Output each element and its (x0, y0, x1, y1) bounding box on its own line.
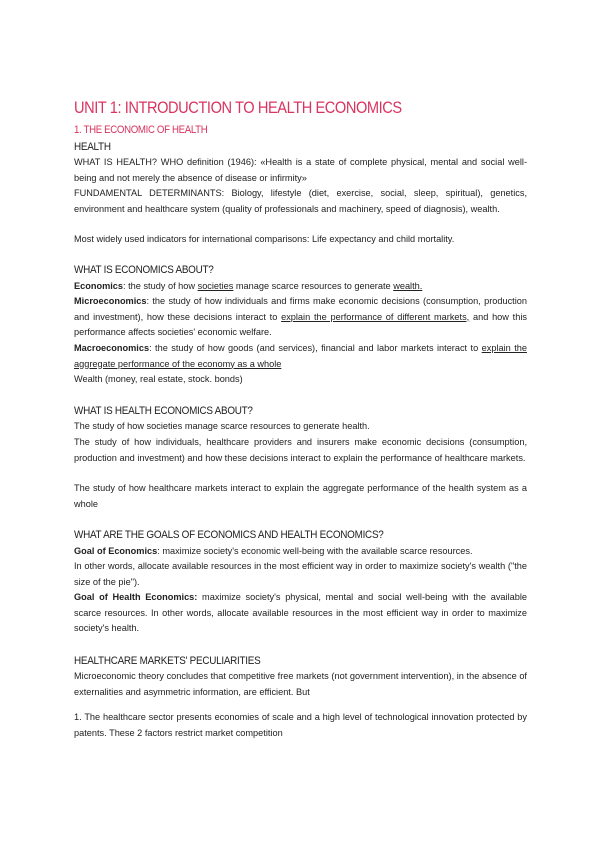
goal-economics-term: Goal of Economics (74, 546, 158, 556)
page-title: UNIT 1: INTRODUCTION TO HEALTH ECONOMICS (74, 98, 402, 117)
microeconomics-text-a: : the study of how individuals and firms make economic decisions (consumption, production and investment), how these decisions interact to (74, 296, 527, 322)
economics-definition (74, 279, 527, 295)
markets-p1: Microeconomic theory concludes that competitive free markets (not government intervention), in the absence of externalities and asymmetric information, are efficient. But (74, 671, 527, 697)
microeconomics-definition (74, 294, 527, 341)
economics-text-b: manage scarce resources to generate (233, 281, 394, 291)
economics-underline-societies: societies (197, 281, 234, 291)
markets-heading: HEALTHCARE MARKETS' PECULIARITIES (74, 655, 261, 667)
section-subtitle: 1. THE ECONOMIC OF HEALTH (74, 124, 208, 136)
health-heading: HEALTH (74, 141, 111, 153)
health-economics-p3: The study of how healthcare markets interact to explain the aggregate performance of the health system as a whole (74, 483, 527, 509)
wealth-note: Wealth (money, real estate, stock. bonds) (74, 374, 243, 384)
economics-heading: WHAT IS ECONOMICS ABOUT? (74, 264, 214, 276)
macroeconomics-term: Macroeconomics (74, 343, 150, 353)
economics-term: Economics (74, 281, 124, 291)
health-indicators: Most widely used indicators for international comparisons: Life expectancy and child mortality. (74, 234, 455, 244)
health-economics-heading: WHAT IS HEALTH ECONOMICS ABOUT? (74, 405, 253, 417)
goal-health-economics (74, 590, 527, 637)
goals-heading: WHAT ARE THE GOALS OF ECONOMICS AND HEALTH ECONOMICS? (74, 529, 384, 541)
health-determinants: FUNDAMENTAL DETERMINANTS: Biology, lifestyle (diet, exercise, social, sleep, spiritual), genetics, environment and healthcare system (quality of professionals and machinery, speed of diagnosis), wealth. (74, 188, 527, 214)
economics-underline-wealth: wealth. (393, 281, 423, 291)
macroeconomics-underline: explain the aggregate performance of the economy as a whole (74, 343, 527, 369)
goal-health-economics-text: maximize society's physical, mental and social well-being with the available scarce resources. In other words, allocate available resources in the most efficient way in order to maximize society's health. (74, 592, 527, 633)
health-economics-p1: The study of how societies manage scarce resources to generate health. (74, 421, 370, 431)
microeconomics-term: Microeconomics (74, 296, 147, 306)
macroeconomics-definition (74, 341, 527, 372)
microeconomics-underline: explain the performance of different markets, (281, 311, 470, 322)
microeconomics-text-b: and how this performance affects societies' economic welfare. (74, 311, 527, 337)
goal-economics-text: : maximize society's economic well-being with the available scarce resources. (157, 546, 473, 556)
markets-p2: 1. The healthcare sector presents economies of scale and a high level of technological innovation protected by patents. These 2 factors restrict market competition (74, 712, 527, 738)
health-economics-p2: The study of how individuals, healthcare providers and insurers make economic decisions (consumption, production and investment) and how these decisions interact to explain the performance of healthcare markets. (74, 437, 527, 463)
macroeconomics-text-a: : the study of how goods (and services), financial and labor markets interact to (149, 343, 482, 353)
goal-economics (74, 544, 527, 560)
economics-text-a: : the study of how (123, 281, 198, 291)
goal-health-economics-term: Goal of Health Economics: (74, 592, 198, 602)
health-definition: WHAT IS HEALTH? WHO definition (1946): «Health is a state of complete physical, mental and social well-being and not merely the absence of disease or infirmity» (74, 157, 527, 183)
goal-economics-more: In other words, allocate available resources in the most efficient way in order to maximize society's wealth ("the size of the pie"). (74, 561, 527, 587)
